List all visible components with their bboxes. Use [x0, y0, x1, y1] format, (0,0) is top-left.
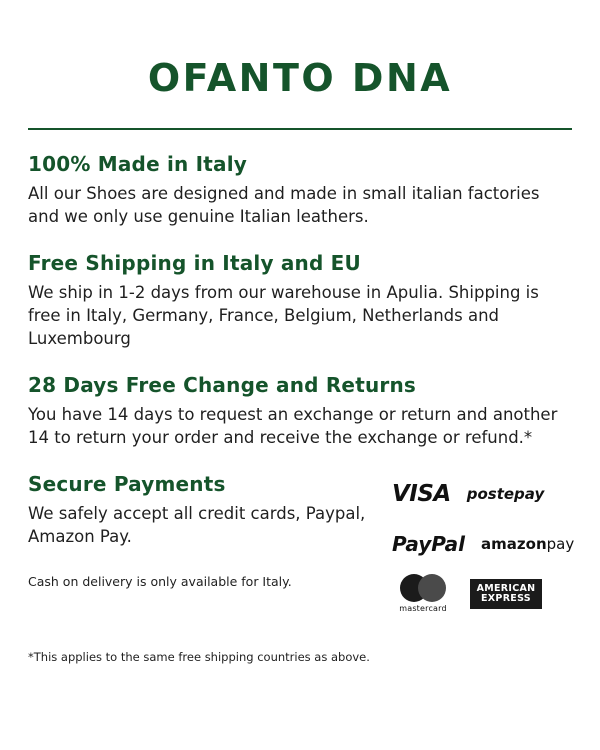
page-title: OFANTO DNA [147, 56, 453, 100]
section-free-shipping [28, 251, 572, 351]
postepay-icon: postepay [466, 484, 545, 503]
amex-line-1: AMERICAN [476, 582, 536, 594]
cash-on-delivery-note: Cash on delivery is only available for Italy. [28, 573, 292, 589]
american-express-icon [470, 579, 542, 609]
section-heading: 100% Made in Italy [28, 151, 248, 176]
section-heading: Free Shipping in Italy and EU [28, 250, 361, 275]
amazon-pay-icon [481, 535, 574, 553]
mastercard-circles [400, 574, 446, 602]
mastercard-label: mastercard [399, 604, 447, 614]
section-body: All our Shoes are designed and made in small italian factories and we only use genuine Italian leathers. [28, 183, 540, 227]
payments-text [28, 472, 392, 603]
footnote: *This applies to the same free shipping countries as above. [28, 649, 370, 664]
payment-logo-row-3 [392, 578, 572, 614]
section-body: You have 14 days to request an exchange or return and another 14 to return your order and receive the exchange or refund.* [28, 404, 558, 448]
paypal-icon: PayPal [392, 531, 466, 556]
section-body: We safely accept all credit cards, Paypal, Amazon Pay. [28, 503, 366, 547]
payment-logo-row-1 [392, 478, 572, 510]
section-heading: Secure Payments [28, 471, 226, 496]
section-heading: 28 Days Free Change and Returns [28, 372, 416, 397]
payment-logo-row-2 [392, 528, 575, 560]
payment-logos [392, 472, 575, 628]
section-returns [28, 373, 572, 450]
title-divider [28, 128, 572, 130]
visa-icon: VISA [392, 480, 451, 507]
amex-line-2: EXPRESS [481, 592, 531, 604]
mastercard-icon [392, 574, 454, 613]
amazon-pay-word: pay [546, 534, 575, 553]
section-body: We ship in 1-2 days from our warehouse in Apulia. Shipping is free in Italy, Germany, France, Belgium, Netherlands and Luxembourg [28, 282, 539, 349]
section-made-in-italy [28, 152, 572, 229]
amazon-wordmark: amazon [481, 534, 547, 553]
section-secure-payments [28, 471, 575, 628]
